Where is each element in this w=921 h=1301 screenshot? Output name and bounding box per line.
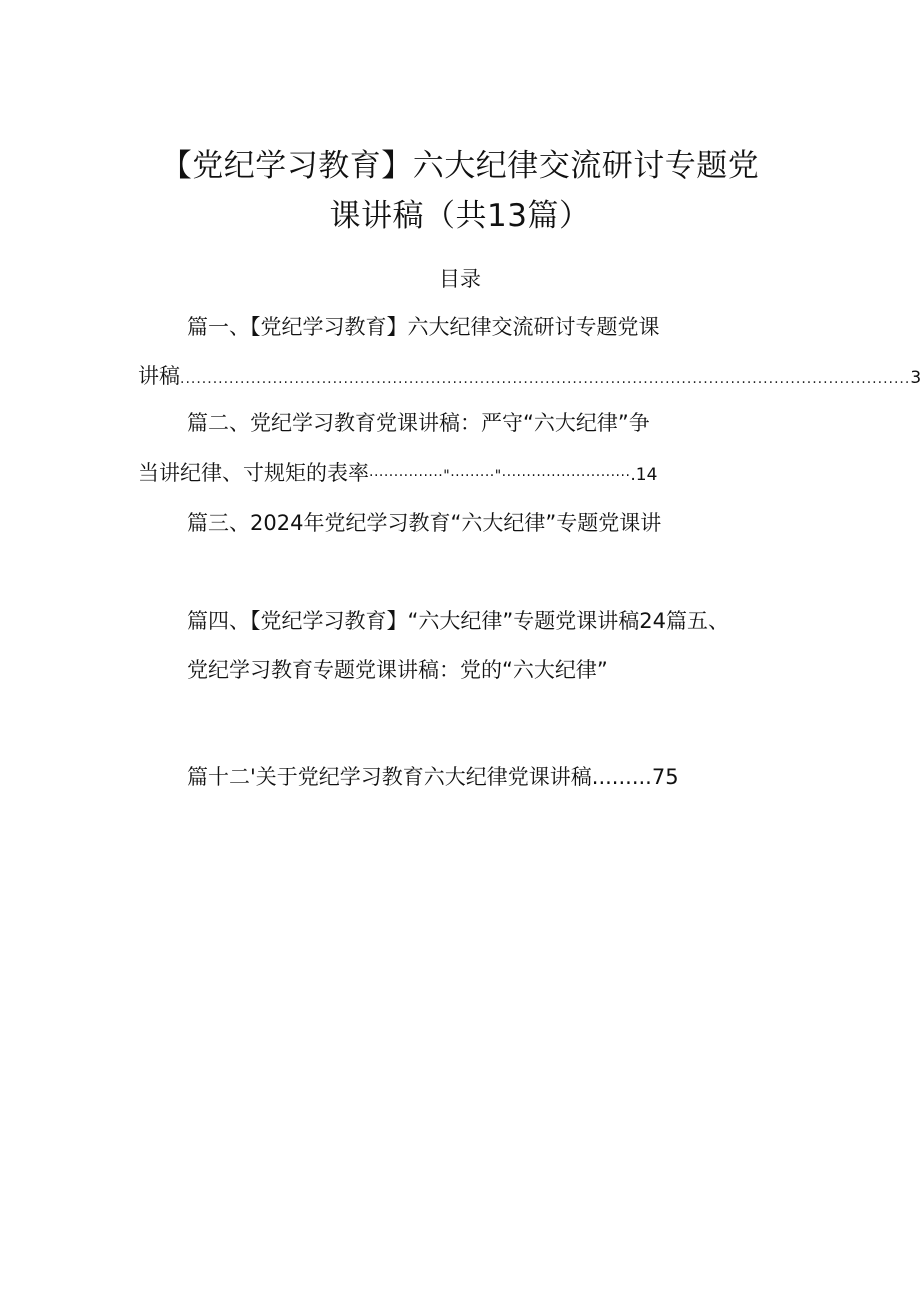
toc-entry-4-line-2[interactable]: 党纪学习教育专题党课讲稿：党的“六大纪律” bbox=[187, 658, 608, 682]
toc-entry-2-text: 当讲纪律、寸规矩的表率 bbox=[138, 461, 369, 485]
toc-entry-1-line-2[interactable] bbox=[138, 361, 921, 394]
toc-entry-1-text: 讲稿 bbox=[138, 364, 180, 388]
toc-entry-5-line-1[interactable]: 篇十二'关于党纪学习教育六大纪律党课讲稿.........75 bbox=[187, 765, 679, 789]
toc-entry-4-line-1[interactable]: 篇四、【党纪学习教育】“六大纪律”专题党课讲稿24篇五、 bbox=[187, 609, 729, 633]
toc-heading: 目录 bbox=[439, 267, 481, 291]
toc-entry-2-line-1[interactable]: 篇二、党纪学习教育党课讲稿：严守“六大纪律”争 bbox=[187, 411, 650, 435]
toc-entry-3-line-1[interactable]: 篇三、2024年党纪学习教育“六大纪律”专题党课讲 bbox=[187, 511, 662, 535]
toc-entry-2-line-2[interactable] bbox=[138, 458, 657, 491]
title-line-1: 【党纪学习教育】六大纪律交流研讨专题党 bbox=[160, 148, 760, 184]
toc-entry-1-leader: ...................................................................................................................................... bbox=[180, 371, 911, 387]
toc-entry-1-line-1[interactable]: 篇一、【党纪学习教育】六大纪律交流研讨专题党课 bbox=[187, 315, 660, 339]
title-line-2: 课讲稿（共13篇） bbox=[329, 198, 591, 234]
toc-entry-1-page: 3 bbox=[910, 368, 921, 388]
toc-entry-2-page: .14 bbox=[630, 465, 658, 485]
toc-entry-2-leader: ···············"·········"·························· bbox=[369, 468, 631, 484]
